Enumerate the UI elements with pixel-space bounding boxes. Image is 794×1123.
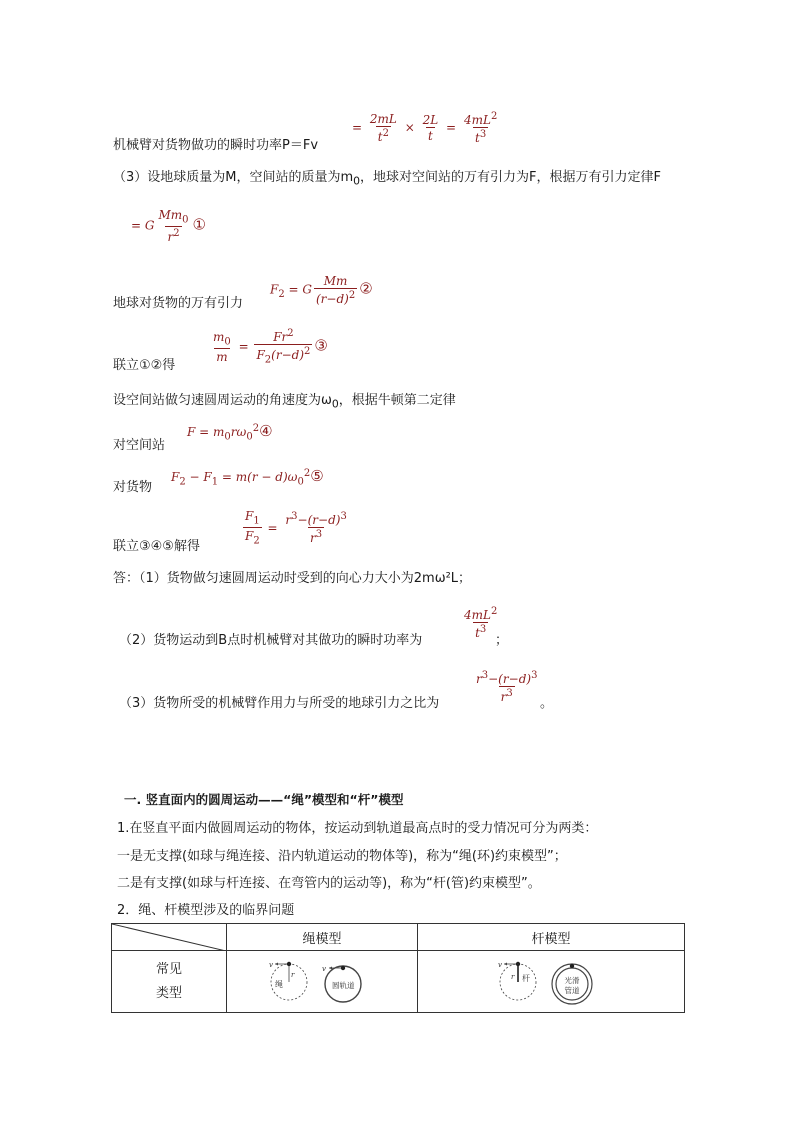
svg-text:管道: 管道 [564, 985, 580, 995]
answer-2: （2）货物运动到B点时机械臂对其做功的瞬时功率为 [119, 633, 423, 648]
formula-result: $\frac{F_1}{F_2}$ = $\frac{r^3-(r-d)^3}{r^3}$ [245, 509, 347, 547]
answer-3-end: 。 [540, 696, 554, 711]
svg-text:圆轨道: 圆轨道 [332, 980, 355, 990]
goods-label: 对货物 [113, 480, 153, 495]
svg-text:v: v [322, 964, 326, 973]
formula-3: $\frac{m_0}{m}$ = $\frac{Fr^2}{F_2(r-d)^2}$ ③ [213, 328, 328, 366]
angular-line: 设空间站做匀速圆周运动的角速度为$\omega_0$，根据牛顿第二定律 [113, 393, 456, 411]
goods-gravity-label: 地球对货物的万有引力 [113, 296, 244, 311]
row-label: 常见 类型 [112, 951, 227, 1013]
svg-text:v: v [269, 960, 273, 969]
section-p2: 一是无支撑(如球与绳连接、沿内轨道运动的物体等)，称为“绳(环)约束模型”； [117, 849, 567, 864]
answer-1: 答：（1）货物做匀速圆周运动时受到的向心力大小为2mω²L； [113, 571, 472, 586]
combine345-label: 联立③④⑤解得 [113, 539, 200, 554]
svg-text:光滑: 光滑 [564, 975, 580, 985]
table-corner [112, 924, 227, 951]
formula-power: = $\frac{2mL}{t^2}$ × $\frac{2L}{t}$ = $\frac{4mL^2}{t^3}$ [352, 111, 498, 145]
header-rope: 绳模型 [227, 924, 418, 951]
diagonal-line [112, 924, 226, 951]
answer-2-end: ； [495, 633, 509, 648]
rod-figures [418, 951, 685, 1013]
section-heading: 一. 竖直面内的圆周运动——“绳”模型和“杆”模型 [124, 792, 404, 807]
power-label: 机械臂对货物做功的瞬时功率P＝Fv [113, 138, 319, 153]
header-rod: 杆模型 [418, 924, 685, 951]
svg-text:绳: 绳 [275, 979, 283, 989]
svg-text:v: v [498, 960, 502, 969]
svg-text:杆: 杆 [522, 973, 530, 983]
section-p3: 二是有支撑(如球与杆连接、在弯管内的运动等)，称为“杆(管)约束模型”。 [117, 876, 541, 891]
section-p4: 2．绳、杆模型涉及的临界问题 [117, 903, 295, 918]
formula-2: $F_2 = G$ $\frac{Mm}{(r-d)^2}$ ② [270, 274, 373, 306]
formula-4: $F = m_0r\omega_0^2④$ [187, 422, 273, 443]
rope-figures [227, 951, 418, 1013]
answer-3: （3）货物所受的机械臂作用力与所受的地球引力之比为 [119, 696, 440, 711]
part3-intro: （3）设地球质量为M，空间站的质量为$m_0$，地球对空间站的万有引力为F，根据万有引力定律F [113, 170, 662, 188]
section-p1: 1.在竖直平面内做圆周运动的物体，按运动到轨道最高点时的受力情况可分为两类： [117, 821, 598, 836]
rope-diagram [267, 955, 377, 1009]
model-table [111, 923, 685, 1013]
rod-diagram [496, 955, 606, 1009]
formula-5: $F_2 - F_1 = m(r$ − $d)\omega_0^2⑤$ [171, 467, 324, 488]
svg-text:r: r [511, 972, 515, 981]
station-label: 对空间站 [113, 438, 166, 453]
combine12-label: 联立①②得 [113, 358, 176, 373]
svg-text:r: r [291, 970, 295, 979]
answer-2-formula: $\frac{4mL^2}{t^3}$ [464, 606, 498, 640]
answer-3-formula: $\frac{r^3-(r-d)^3}{r^3}$ [476, 670, 538, 704]
formula-1: = G $\frac{Mm_0}{r^2}$ ① [131, 208, 206, 245]
